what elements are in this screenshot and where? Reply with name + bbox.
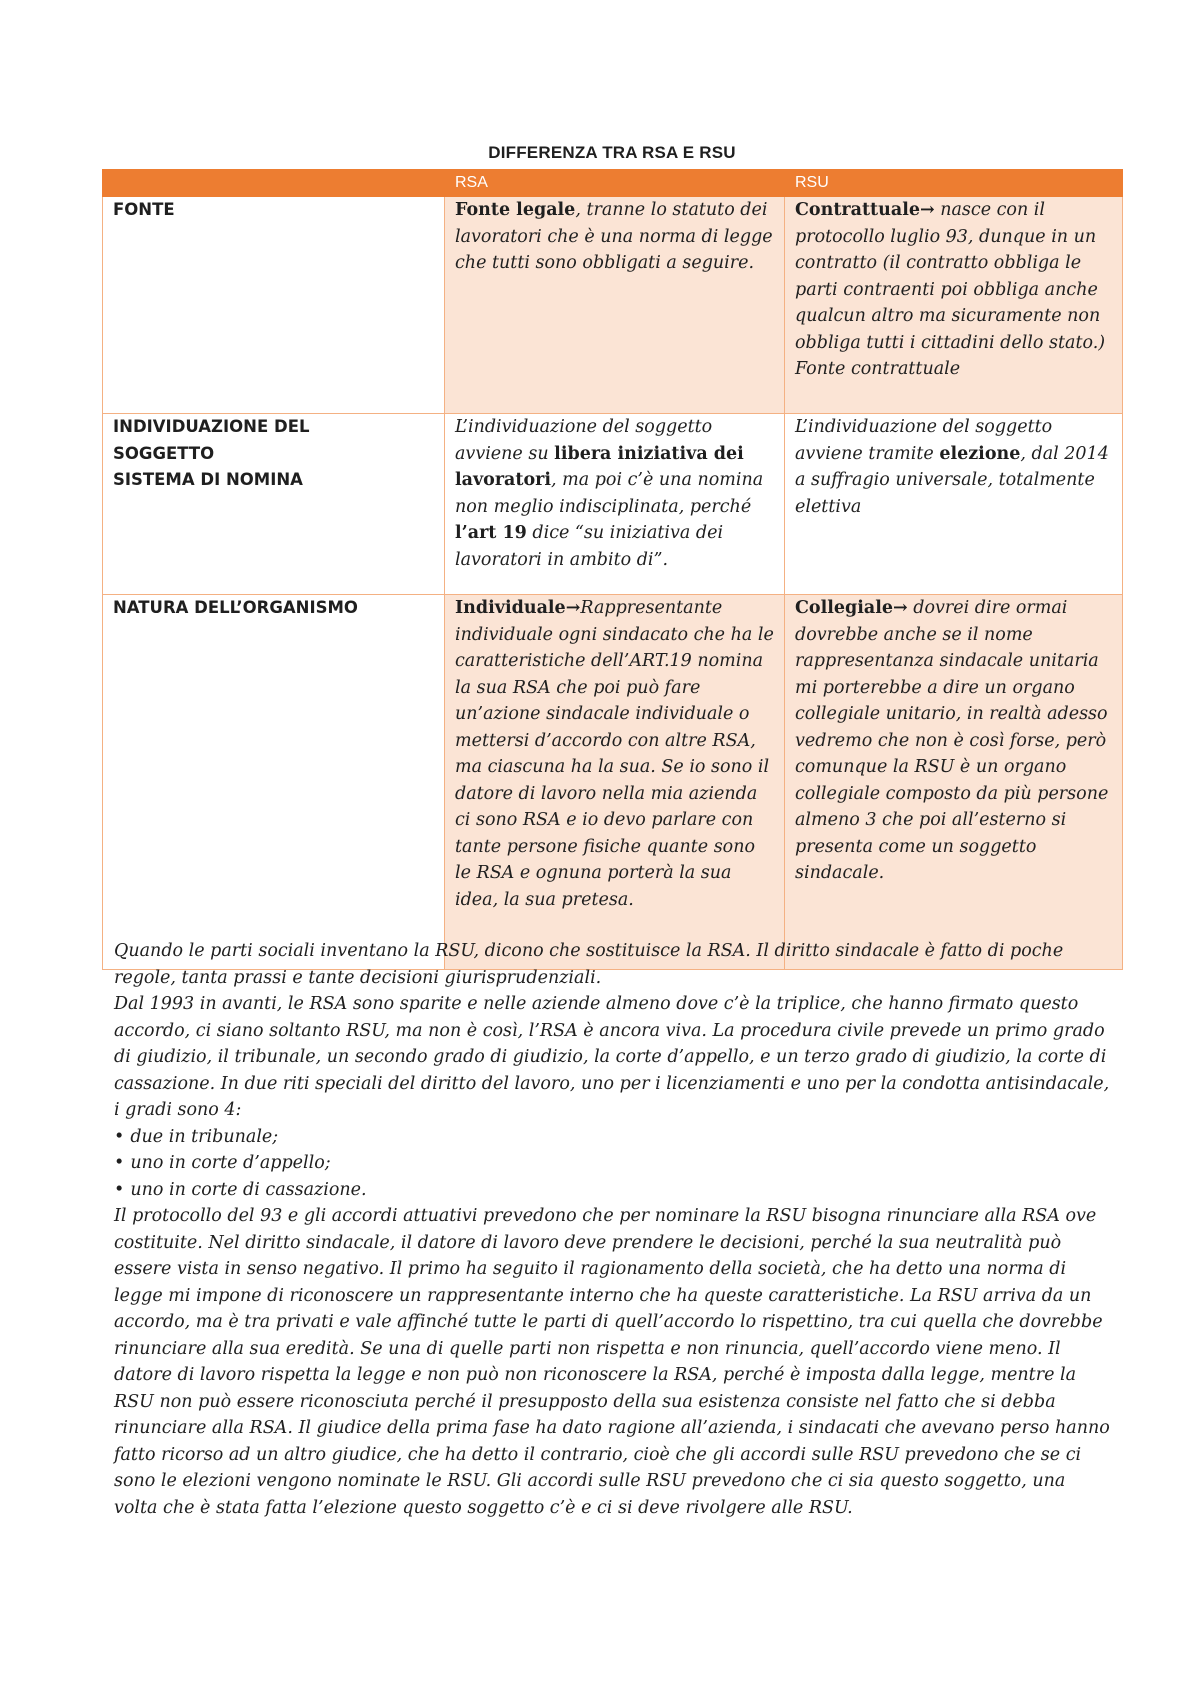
document-title: DIFFERENZA TRA RSA E RSU xyxy=(488,143,736,162)
header-cell-rsu: RSU xyxy=(785,170,1123,197)
table-header-row xyxy=(103,170,1123,197)
arrow-right-icon: → xyxy=(919,200,935,220)
bullet-icon: • xyxy=(114,1153,125,1173)
bold-term: libera iniziativa dei lavoratori xyxy=(455,443,744,490)
row-label-line: INDIVIDUAZIONE DEL xyxy=(113,417,310,436)
bold-term: Collegiale xyxy=(795,598,894,618)
row-label-text: NATURA DELL’ORGANISMO xyxy=(113,598,358,617)
bold-term: Individuale xyxy=(455,598,566,618)
list-item xyxy=(114,1124,1114,1151)
table-row xyxy=(103,595,1123,970)
cell-rsa-natura xyxy=(445,595,785,970)
list-item-text: uno in corte d’appello; xyxy=(130,1153,331,1173)
body-text xyxy=(114,938,1114,1521)
bold-term: Contrattuale xyxy=(795,200,920,220)
cell-text: , tranne lo statuto dei lavoratori che è una norma di legge che tutti sono obbligati a seguire. xyxy=(455,200,773,273)
cell-text: L’individuazione del soggetto avviene tramite xyxy=(795,417,1053,464)
header-cell-rsa: RSA xyxy=(445,170,785,197)
arrow-right-icon: → xyxy=(565,598,581,618)
bullet-icon: • xyxy=(114,1179,125,1200)
cell-rsu-fonte xyxy=(785,197,1123,414)
arrow-right-icon: → xyxy=(893,598,908,618)
list-item xyxy=(114,1177,1114,1204)
row-label-individuazione xyxy=(103,414,445,595)
cell-rsu-natura xyxy=(785,595,1123,970)
cell-text: dovrei dire ormai dovrebbe anche se il nome rappresentanza sindacale unitaria mi porterebbe a dire un organo collegiale unitario, in realtà adesso vedremo che non è così forse, però comunque la RSU è un organo collegiale composto da più persone almeno 3 che poi all’esterno si presenta come un soggetto sindacale. xyxy=(795,598,1109,883)
paragraph: Quando le parti sociali inventano la RSU, dicono che sostituisce la RSA. Il diritto sindacale è fatto di poche regole, tanta prassi e tante decisioni giurisprudenziali. xyxy=(114,941,1064,988)
row-label-fonte xyxy=(103,197,445,414)
paragraph: Il protocollo del 93 e gli accordi attuativi prevedono che per nominare la RSU bisogna rinunciare alla RSA ove costituite. Nel diritto sindacale, il datore di lavoro deve prendere le decisioni, perché la sua neutralità può essere vista in senso negativo. Il primo ha seguito il ragionamento della società, che ha detto una norma di legge mi impone di riconoscere un rappresentante interno che ha queste caratteristiche. La RSU arriva da un accordo, ma è tra privati e vale affinché tutte le parti di quell’accordo lo rispettino, tra cui quella che dovrebbe rinunciare alla sua eredità. Se una di quelle parti non rispetta e non rinuncia, quell’accordo viene meno. Il datore di lavoro rispetta la legge e non può non riconoscere la RSA, perché è imposta dalla legge, mentre la RSU non può essere riconosciuta perché il presupposto della sua esistenza consiste nel fatto che si debba rinunciare alla RSA. Il giudice della prima fase ha dato ragione all’azienda, i sindacati che avevano perso hanno fatto ricorso ad un altro giudice, che ha detto il contrario, cioè che gli accordi sulle RSU prevedono che se ci sono le elezioni vengono nominate le RSU. Gli accordi sulle RSU prevedono che ci sia questo soggetto, una volta che è stata fatta l’elezione questo soggetto c’è e ci si deve rivolgere alle RSU. xyxy=(114,1206,1110,1518)
row-label-text: FONTE xyxy=(113,200,175,219)
list-item xyxy=(114,1150,1114,1177)
cell-text: Rappresentante individuale ogni sindacato che ha le caratteristiche dell’ART.19 nomina la sua RSA che poi può fare un’azione sindacale individuale o mettersi d’accordo con altre RSA, ma ciascuna ha la sua. Se io sono il datore di lavoro nella mia azienda ci sono RSA e io devo parlare con tante persone fisiche quante sono le RSA e ognuna porterà la sua idea, la sua pretesa. xyxy=(455,598,774,910)
bullet-icon: • xyxy=(114,1126,125,1147)
bold-term: Fonte legale xyxy=(455,200,576,220)
row-label-natura xyxy=(103,595,445,970)
cell-text: , ma poi c’è una nomina non meglio indisciplinata, perché xyxy=(455,470,764,517)
cell-text: , dal 2014 a suffragio universale, totalmente elettiva xyxy=(795,443,1109,517)
row-label-line: SISTEMA DI NOMINA xyxy=(113,470,303,489)
cell-rsa-individuazione xyxy=(445,414,785,595)
list-item-text: due in tribunale; xyxy=(130,1126,279,1147)
list-item-text: uno in corte di cassazione. xyxy=(130,1179,367,1200)
header-cell-empty xyxy=(103,170,445,197)
cell-text: nasce con il protocollo luglio 93, dunque in un contratto (il contratto obbliga le parti contraenti poi obbliga anche qualcun altro ma sicuramente non obbliga tutti i cittadini dello stato.) Fonte contrattuale xyxy=(795,200,1106,379)
cell-rsu-individuazione xyxy=(785,414,1123,595)
row-label-line: SOGGETTO xyxy=(113,443,215,463)
cell-text: L’individuazione del soggetto avviene su xyxy=(455,417,713,464)
table-row xyxy=(103,197,1123,414)
bold-term: l’art 19 xyxy=(455,523,527,543)
paragraph: Dal 1993 in avanti, le RSA sono sparite e nelle aziende almeno dove c’è la triplice, che hanno firmato questo accordo, ci siano soltanto RSU, ma non è così, l’RSA è ancora viva. La procedura civile prevede un primo grado di giudizio, il tribunale, un secondo grado di giudizio, la corte d’appello, e un terzo grado di giudizio, la corte di cassazione. In due riti speciali del diritto del lavoro, uno per i licenziamenti e uno per la condotta antisindacale, i gradi sono 4: xyxy=(114,994,1110,1120)
cell-text: dice “su iniziativa dei lavoratori in ambito di”. xyxy=(455,523,724,570)
table-row xyxy=(103,414,1123,595)
cell-rsa-fonte xyxy=(445,197,785,414)
comparison-table xyxy=(102,169,1123,970)
bold-term: elezione xyxy=(939,443,1021,464)
